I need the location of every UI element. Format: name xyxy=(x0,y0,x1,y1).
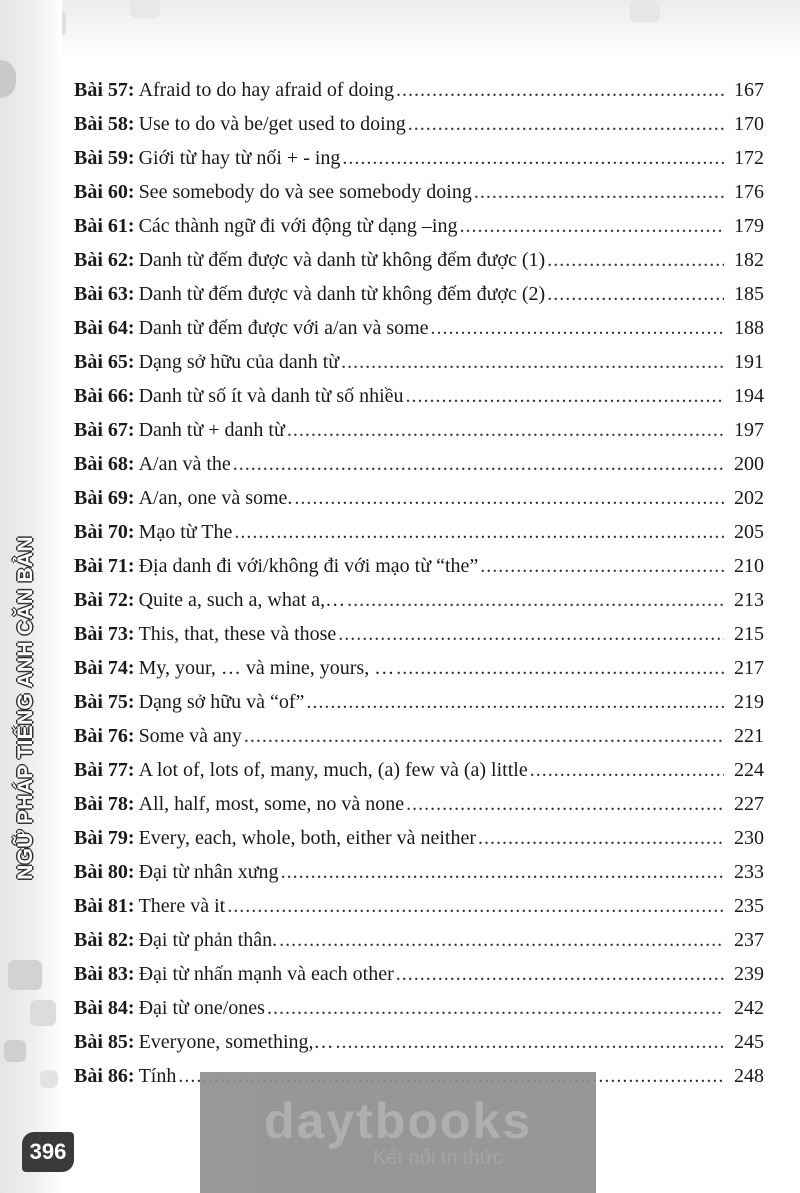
toc-entry-label: Bài 67: xyxy=(74,419,135,441)
dot-leader xyxy=(234,517,724,547)
toc-entry xyxy=(74,245,764,279)
toc-entry-label: Bài 76: xyxy=(74,725,135,747)
toc-entry-page: 217 xyxy=(734,657,764,679)
toc-entry-title: My, your, … và mine, yours, … xyxy=(138,657,395,679)
toc-entry-title: A/an và the xyxy=(138,453,231,475)
toc-entry-page: 197 xyxy=(734,419,764,441)
page-number: 396 xyxy=(29,1139,67,1164)
toc-entry-label: Bài 83: xyxy=(74,963,135,985)
toc-entry-label: Bài 58: xyxy=(74,113,135,135)
toc-entry xyxy=(74,551,764,585)
dot-leader xyxy=(480,551,724,581)
toc-entry-label: Bài 75: xyxy=(74,691,135,713)
toc-entry-title: Đại từ nhân xưng xyxy=(138,861,279,883)
dot-leader xyxy=(396,959,724,989)
decor-tile xyxy=(8,960,42,990)
toc-entry-title: Dạng sở hữu và “of” xyxy=(138,691,305,713)
toc-entry-label: Bài 57: xyxy=(74,79,135,101)
dot-leader xyxy=(474,177,724,207)
toc-entry-page: 215 xyxy=(734,623,764,645)
toc-entry-page: 179 xyxy=(734,215,764,237)
toc-entry xyxy=(74,823,764,857)
spine-title-container xyxy=(6,516,46,900)
toc-entry-title: Everyone, something,… xyxy=(138,1031,334,1053)
toc-entry-label: Bài 63: xyxy=(74,283,135,305)
toc-entry xyxy=(74,755,764,789)
toc-entry-label: Bài 80: xyxy=(74,861,135,883)
toc-entry-label: Bài 73: xyxy=(74,623,135,645)
toc-entry-label: Bài 71: xyxy=(74,555,135,577)
toc-entry xyxy=(74,687,764,721)
watermark-brand: daytbooks xyxy=(263,1093,533,1149)
dot-leader xyxy=(233,449,724,479)
toc-entry-title: All, half, most, some, no và none xyxy=(138,793,405,815)
toc-entry-title: A lot of, lots of, many, much, (a) few và (a) little xyxy=(138,759,528,781)
watermark-tagline: Kết nối tri thức xyxy=(372,1147,504,1169)
toc-entry-page: 191 xyxy=(734,351,764,373)
toc-entry-page: 245 xyxy=(734,1031,764,1053)
toc-entry-page: 230 xyxy=(734,827,764,849)
toc-entry-label: Bài 64: xyxy=(74,317,135,339)
dot-leader xyxy=(396,75,724,105)
toc-entry-label: Bài 65: xyxy=(74,351,135,373)
toc-entry-page: 176 xyxy=(734,181,764,203)
toc-entry-label: Bài 84: xyxy=(74,997,135,1019)
toc-entry-label: Bài 86: xyxy=(74,1065,135,1087)
toc-entry xyxy=(74,653,764,687)
dot-leader xyxy=(287,415,724,445)
dot-leader xyxy=(279,925,724,955)
toc-entry xyxy=(74,109,764,143)
toc-entry xyxy=(74,925,764,959)
toc-entry-page: 235 xyxy=(734,895,764,917)
toc-entry-page: 227 xyxy=(734,793,764,815)
toc-entry xyxy=(74,347,764,381)
toc-entry-title: Danh từ đếm được và danh từ không đếm được (1) xyxy=(138,249,546,271)
toc-entry-title: Địa danh đi với/không đi với mạo từ “the” xyxy=(138,555,479,577)
toc-entry xyxy=(74,313,764,347)
toc-entry-title: Đại từ phản thân. xyxy=(138,929,278,951)
toc-entry xyxy=(74,75,764,109)
toc-entry-label: Bài 60: xyxy=(74,181,135,203)
toc-entry-label: Bài 82: xyxy=(74,929,135,951)
toc-entry-label: Bài 72: xyxy=(74,589,135,611)
toc-entry-label: Bài 61: xyxy=(74,215,135,237)
toc-entry xyxy=(74,415,764,449)
page-number-badge xyxy=(22,1132,74,1172)
toc-entry-title: Các thành ngữ đi với động từ dạng –ing xyxy=(138,215,458,237)
toc-entry xyxy=(74,381,764,415)
toc-entry-title: Use to do và be/get used to doing xyxy=(138,113,406,135)
toc-entry xyxy=(74,211,764,245)
toc-entry xyxy=(74,619,764,653)
toc-entry xyxy=(74,483,764,517)
toc-entry-label: Bài 62: xyxy=(74,249,135,271)
toc-entry-label: Bài 59: xyxy=(74,147,135,169)
toc-entry-title: Giới từ hay từ nối + - ing xyxy=(138,147,341,169)
toc-entry xyxy=(74,993,764,1027)
toc-entry-page: 242 xyxy=(734,997,764,1019)
decor-tile xyxy=(40,1070,58,1088)
toc-entry-title: Some và any xyxy=(138,725,242,747)
dot-leader xyxy=(244,721,724,751)
dot-leader xyxy=(431,313,724,343)
toc-entry xyxy=(74,517,764,551)
toc-entry-title: Danh từ số ít và danh từ số nhiều xyxy=(138,385,404,407)
toc-entry xyxy=(74,857,764,891)
toc-entry-page: 237 xyxy=(734,929,764,951)
decor-tile xyxy=(30,1000,56,1026)
toc-entry xyxy=(74,891,764,925)
toc-entry-title: Dạng sở hữu của danh từ xyxy=(138,351,340,373)
dot-leader xyxy=(406,381,724,411)
toc-entry xyxy=(74,1027,764,1061)
toc-entry xyxy=(74,789,764,823)
dot-leader xyxy=(396,653,724,683)
toc-entry-title: See somebody do và see somebody doing xyxy=(138,181,472,203)
toc-entry xyxy=(74,585,764,619)
decor-tile xyxy=(630,0,660,22)
dot-leader xyxy=(530,755,724,785)
toc-entry-page: 221 xyxy=(734,725,764,747)
toc-entry-label: Bài 69: xyxy=(74,487,135,509)
toc-entry-title: A/an, one và some. xyxy=(138,487,293,509)
dot-leader xyxy=(227,891,724,921)
toc-entry-title: Tính xyxy=(138,1065,177,1087)
toc-entry-page: 185 xyxy=(734,283,764,305)
dot-leader xyxy=(306,687,724,717)
toc-entry-page: 210 xyxy=(734,555,764,577)
watermark xyxy=(200,1072,596,1193)
top-decoration xyxy=(0,0,800,60)
toc-entry-label: Bài 79: xyxy=(74,827,135,849)
toc-entry-label: Bài 81: xyxy=(74,895,135,917)
decor-tile xyxy=(4,1040,26,1062)
dot-leader xyxy=(406,789,724,819)
toc-entry-page: 202 xyxy=(734,487,764,509)
toc-entry xyxy=(74,279,764,313)
dot-leader xyxy=(338,619,724,649)
dot-leader xyxy=(294,483,724,513)
dot-leader xyxy=(341,347,724,377)
toc-entry xyxy=(74,449,764,483)
toc-entry-page: 233 xyxy=(734,861,764,883)
toc-entry-label: Bài 66: xyxy=(74,385,135,407)
toc-entry-page: 182 xyxy=(734,249,764,271)
toc-entry-page: 224 xyxy=(734,759,764,781)
toc-entry-label: Bài 70: xyxy=(74,521,135,543)
toc-entry-page: 213 xyxy=(734,589,764,611)
decor-tile xyxy=(130,0,160,18)
toc-entry-page: 239 xyxy=(734,963,764,985)
dot-leader xyxy=(281,857,724,887)
toc-entry xyxy=(74,177,764,211)
toc-entry-title: Đại từ nhấn mạnh và each other xyxy=(138,963,394,985)
toc-entry-title: Quite a, such a, what a,… xyxy=(138,589,346,611)
toc-entry-label: Bài 85: xyxy=(74,1031,135,1053)
toc-entry-title: Danh từ đếm được và danh từ không đếm được (2) xyxy=(138,283,546,305)
dot-leader xyxy=(459,211,724,241)
toc-entry-page: 172 xyxy=(734,147,764,169)
toc-entry-title: Mạo từ The xyxy=(138,521,233,543)
dot-leader xyxy=(547,245,724,275)
toc-entry-page: 205 xyxy=(734,521,764,543)
toc-entry-page: 167 xyxy=(734,79,764,101)
dot-leader xyxy=(547,279,724,309)
toc-entry-page: 170 xyxy=(734,113,764,135)
toc-entry-label: Bài 77: xyxy=(74,759,135,781)
toc-entry-page: 200 xyxy=(734,453,764,475)
dot-leader xyxy=(267,993,724,1023)
toc-entry xyxy=(74,143,764,177)
toc-entry-title: Đại từ one/ones xyxy=(138,997,265,1019)
toc-entry-page: 188 xyxy=(734,317,764,339)
dot-leader xyxy=(408,109,724,139)
toc-entry xyxy=(74,959,764,993)
toc-entry-title: Danh từ + danh từ xyxy=(138,419,285,441)
toc-entry-page: 219 xyxy=(734,691,764,713)
dot-leader xyxy=(478,823,724,853)
toc-entry-label: Bài 74: xyxy=(74,657,135,679)
toc-entry-label: Bài 68: xyxy=(74,453,135,475)
toc-entry xyxy=(74,721,764,755)
book-spine-title: NGỮ PHÁP TIẾNG ANH CĂN BẢN xyxy=(14,536,37,880)
toc-entry-title: Every, each, whole, both, either và neither xyxy=(138,827,477,849)
dot-leader xyxy=(347,585,724,615)
toc-entry-title: Danh từ đếm được với a/an và some xyxy=(138,317,429,339)
dot-leader xyxy=(336,1027,724,1057)
toc-entry-page: 248 xyxy=(734,1065,764,1087)
toc-entry-page: 194 xyxy=(734,385,764,407)
dot-leader xyxy=(342,143,724,173)
toc-entry-label: Bài 78: xyxy=(74,793,135,815)
table-of-contents xyxy=(74,75,764,1095)
toc-entry-title: There và it xyxy=(138,895,226,917)
toc-entry-title: This, that, these và those xyxy=(138,623,337,645)
decor-tile xyxy=(0,60,16,98)
toc-entry-title: Afraid to do hay afraid of doing xyxy=(138,79,395,101)
